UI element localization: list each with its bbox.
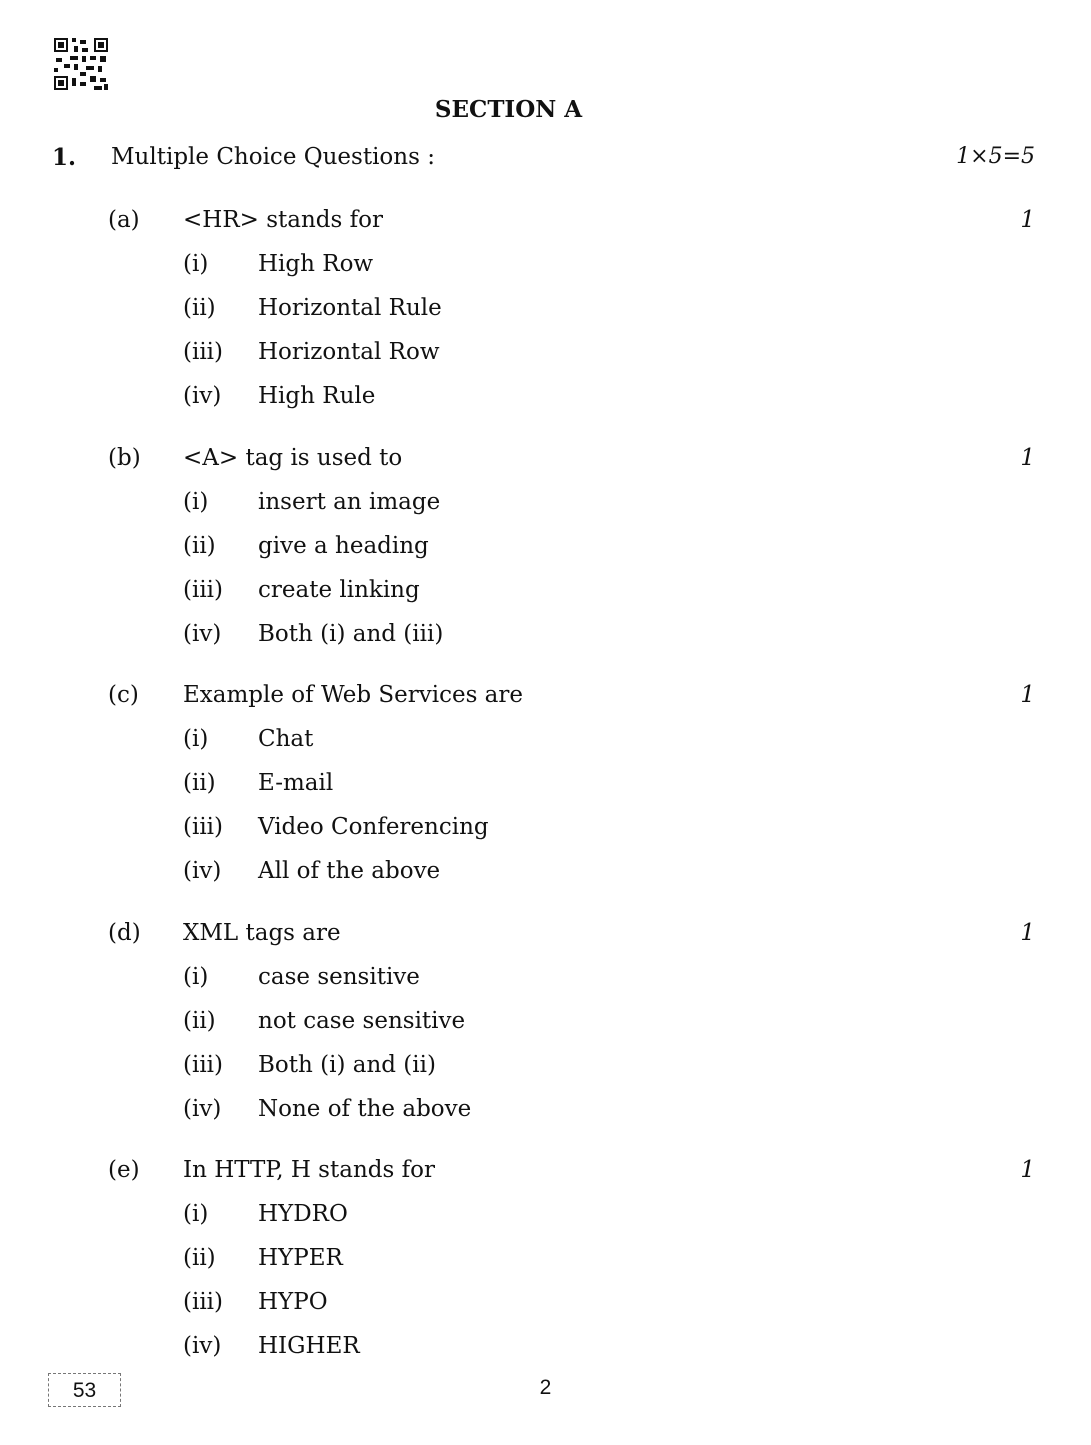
paper-code: 53 <box>72 1379 97 1402</box>
option-label: (i) <box>183 726 209 752</box>
subquestion-text: <A> tag is used to <box>183 445 403 471</box>
option-label: (i) <box>183 489 209 515</box>
section-title: SECTION A <box>434 96 583 123</box>
option-item <box>0 1245 1091 1289</box>
option-label: (iii) <box>183 577 224 603</box>
option-text: insert an image <box>258 489 441 515</box>
option-text: Both (i) and (iii) <box>258 621 444 647</box>
option-text: Chat <box>258 726 314 752</box>
subquestion-mark: 1 <box>1020 207 1035 233</box>
option-item <box>0 383 1091 427</box>
subquestion-c <box>0 682 1091 902</box>
option-text: High Row <box>258 251 374 277</box>
option-text: HYPER <box>258 1245 343 1271</box>
subquestion-b <box>0 445 1091 665</box>
option-label: (ii) <box>183 1008 216 1034</box>
subquestion-text: In HTTP, H stands for <box>183 1157 435 1183</box>
qr-code <box>54 38 108 90</box>
subquestion-mark: 1 <box>1020 682 1035 708</box>
option-label: (iv) <box>183 1333 222 1359</box>
subquestion-label: (d) <box>108 920 141 946</box>
option-label: (iii) <box>183 814 224 840</box>
option-item <box>0 339 1091 383</box>
option-item <box>0 533 1091 577</box>
option-item <box>0 621 1091 665</box>
option-item <box>0 295 1091 339</box>
subquestion-text: <HR> stands for <box>183 207 383 233</box>
option-text: HIGHER <box>258 1333 360 1359</box>
option-item <box>0 1333 1091 1377</box>
question-number: 1. <box>52 144 77 171</box>
subquestion-mark: 1 <box>1020 920 1035 946</box>
option-item <box>0 1289 1091 1333</box>
option-label: (ii) <box>183 295 216 321</box>
option-label: (i) <box>183 964 209 990</box>
subquestion-mark: 1 <box>1020 445 1035 471</box>
option-label: (iv) <box>183 621 222 647</box>
option-text: create linking <box>258 577 420 603</box>
option-text: Horizontal Row <box>258 339 440 365</box>
subquestion-label: (c) <box>108 682 139 708</box>
option-item <box>0 964 1091 1008</box>
question-text: Multiple Choice Questions : <box>111 144 435 170</box>
option-item <box>0 251 1091 295</box>
option-text: Horizontal Rule <box>258 295 442 321</box>
option-text: case sensitive <box>258 964 420 990</box>
option-item <box>0 1201 1091 1245</box>
subquestion-label: (e) <box>108 1157 140 1183</box>
subquestion-text: XML tags are <box>183 920 341 946</box>
option-item <box>0 770 1091 814</box>
subquestion-e <box>0 1157 1091 1377</box>
option-item <box>0 858 1091 902</box>
option-text: HYDRO <box>258 1201 348 1227</box>
option-text: not case sensitive <box>258 1008 466 1034</box>
question-header <box>0 144 1091 176</box>
subquestion-mark: 1 <box>1020 1157 1035 1183</box>
subquestion-a <box>0 207 1091 427</box>
option-label: (ii) <box>183 770 216 796</box>
option-text: give a heading <box>258 533 429 559</box>
option-label: (ii) <box>183 1245 216 1271</box>
option-text: All of the above <box>258 858 441 884</box>
option-label: (iv) <box>183 858 222 884</box>
option-item <box>0 577 1091 621</box>
option-item <box>0 489 1091 533</box>
option-text: High Rule <box>258 383 376 409</box>
subquestion-d <box>0 920 1091 1140</box>
option-text: None of the above <box>258 1096 472 1122</box>
question-marks: 1×5=5 <box>956 144 1035 169</box>
option-label: (iii) <box>183 339 224 365</box>
option-label: (iii) <box>183 1052 224 1078</box>
option-text: Video Conferencing <box>258 814 489 840</box>
option-item <box>0 1052 1091 1096</box>
subquestion-label: (a) <box>108 207 140 233</box>
option-text: HYPO <box>258 1289 328 1315</box>
option-label: (iii) <box>183 1289 224 1315</box>
option-label: (i) <box>183 251 209 277</box>
option-item <box>0 1096 1091 1140</box>
option-text: E-mail <box>258 770 334 796</box>
option-item <box>0 1008 1091 1052</box>
option-label: (ii) <box>183 533 216 559</box>
option-item <box>0 726 1091 770</box>
subquestion-text: Example of Web Services are <box>183 682 524 708</box>
option-item <box>0 814 1091 858</box>
page-number: 2 <box>539 1376 552 1399</box>
option-text: Both (i) and (ii) <box>258 1052 436 1078</box>
option-label: (i) <box>183 1201 209 1227</box>
subquestion-label: (b) <box>108 445 141 471</box>
option-label: (iv) <box>183 1096 222 1122</box>
option-label: (iv) <box>183 383 222 409</box>
